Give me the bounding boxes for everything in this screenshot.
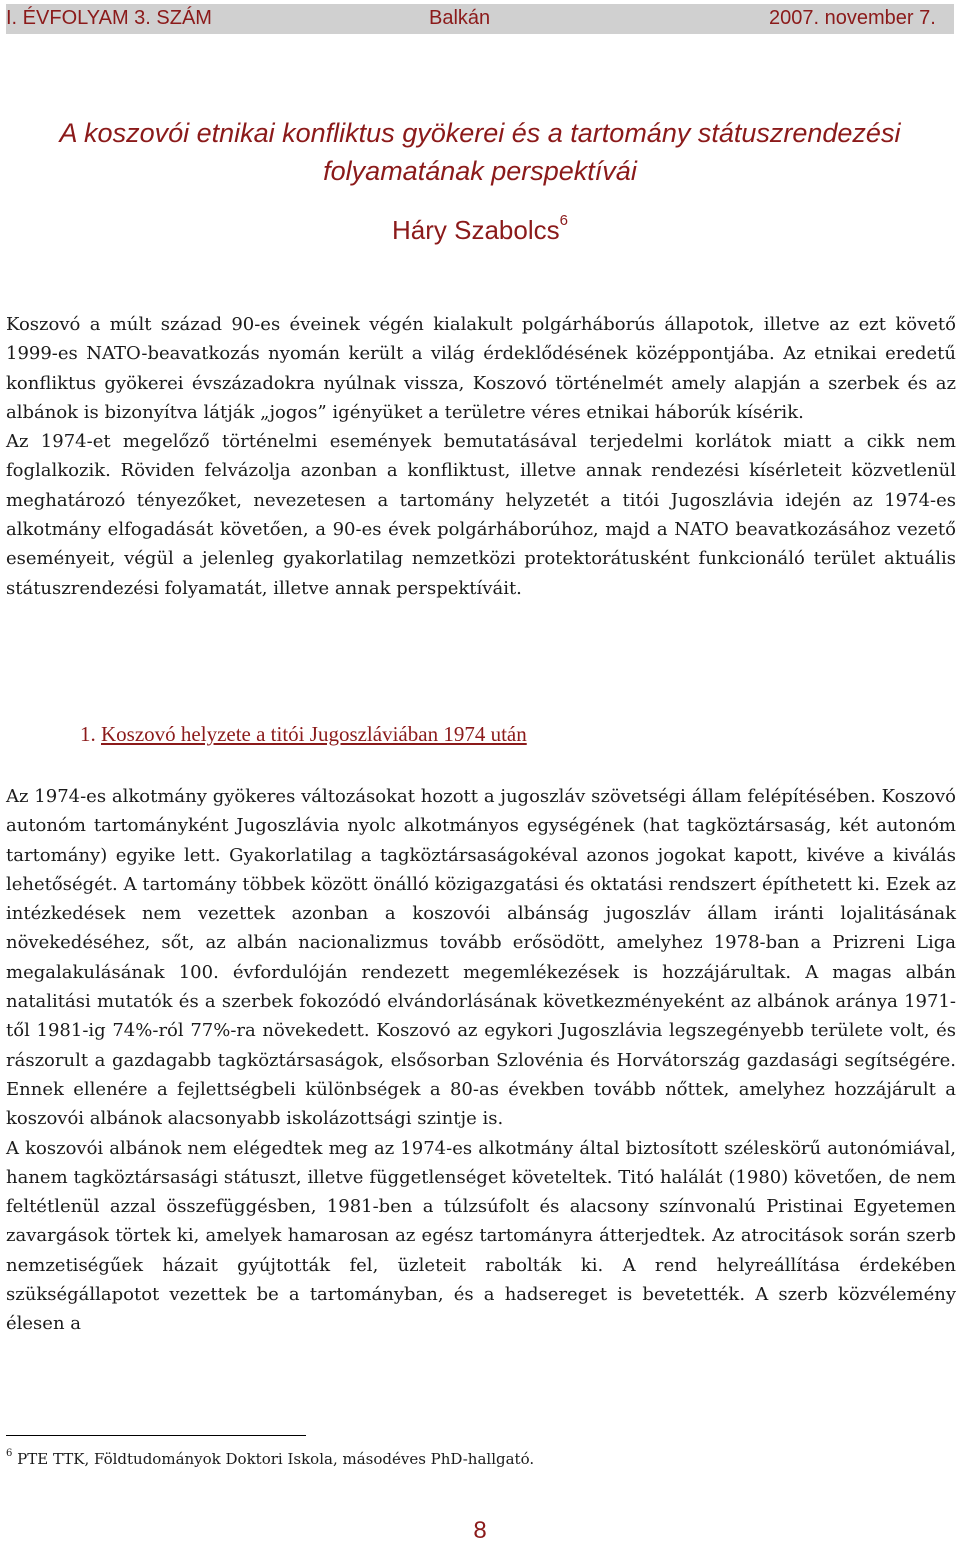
- header-volume: I. ÉVFOLYAM 3. SZÁM: [6, 7, 212, 29]
- author-footnote-ref: 6: [559, 212, 568, 230]
- footnote: [6, 1450, 534, 1468]
- section-body: [6, 782, 956, 1339]
- header-date: 2007. november 7.: [769, 7, 936, 29]
- section-title: Koszovó helyzete a titói Jugoszláviában 1974 után: [101, 722, 527, 746]
- intro-section: [6, 310, 956, 603]
- article-title-line2: folyamatának perspektívái: [323, 156, 637, 186]
- intro-paragraph-1: Koszovó a múlt század 90-es éveinek végén kialakult polgárháborús állapotok, illetve az ezt követő 1999-es NATO-beavatkozás nyomán került a világ érdeklődésének középpontjába. Az etnikai eredetű konfliktus gyökerei évszázadokra nyúlnak vissza, Koszovó történelmét amely alapján a szerbek és az albánok is bizonyítva látják „jogos” igényüket a területre véres etnikai háborúk kísérik.: [6, 314, 956, 423]
- footnote-divider: [6, 1435, 306, 1436]
- section-paragraph-2: A koszovói albánok nem elégedtek meg az 1974-es alkotmány által biztosított széleskörű autonómiával, hanem tagköztársasági státuszt, illetve függetlenséget követeltek. Titó halálát (1980) követően, de nem feltétlenül azzal összefüggésben, 1981-ben a túlzsúfolt és alacsony színvonalú Pristinai Egyetemen zavargások törtek ki, amelyek hamarosan az egész tartományra átterjedtek. Az atrocitások során szerb nemzetiségűek házait gyújtották fel, üzleteit rabolták ki. A rend helyreállítása érdekében szükségállapotot vezettek be a tartományban, és a hadsereget is bevetették. A szerb közvélemény élesen a: [6, 1137, 956, 1335]
- section-heading: [80, 722, 527, 747]
- author-name: Háry Szabolcs: [392, 215, 560, 245]
- intro-paragraph-2: Az 1974-et megelőző történelmi események bemutatásával terjedelmi korlátok miatt a cikk nem foglalkozik. Röviden felvázolja azonban a konfliktust, illetve annak rendezési kísérleteit közvetlenül meghatározó tényezőket, nevezetesen a tartomány helyzetét a titói Jugoszlávia idején az 1974-es alkotmány elfogadását követően, a 90-es évek polgárháborúhoz, majd a NATO beavatkozásához vezető eseményeit, végül a jelenleg gyakorlatilag nemzetközi protektorátusként funkcionáló terület aktuális státuszrendezési folyamatát, illetve annak perspektíváit.: [6, 431, 956, 599]
- footnote-ref: 6: [6, 1448, 13, 1459]
- footnote-text: PTE TTK, Földtudományok Doktori Iskola, másodéves PhD-hallgató.: [17, 1450, 535, 1468]
- page-number: 8: [473, 1517, 487, 1544]
- running-header: [6, 4, 954, 34]
- header-journal: Balkán: [429, 7, 491, 29]
- article-title-line1: A koszovói etnikai konfliktus gyökerei és a tartomány státuszrendezési: [59, 118, 901, 148]
- section-paragraph-1: Az 1974-es alkotmány gyökeres változásokat hozott a jugoszláv szövetségi állam felépítésében. Koszovó autonóm tartományként Jugoszlávia nyolc alkotmányos egységének (hat tagköztársaság, két autonóm tartomány) egyike lett. Gyakorlatilag a tagköztársaságokéval azonos jogokat kapott, kivéve a kiválás lehetőségét. A tartomány többek között önálló közigazgatási és oktatási rendszert építhetett ki. Ezek az intézkedések nem vezettek azonban a koszovói albánság jugoszláv állam iránti lojalitásának növekedéséhez, sőt, az albán nacionalizmus tovább erősödött, amelyhez 1978-ban a Prizreni Liga megalakulásának 100. évfordulóján rendezett megemlékezések is hozzájárultak. A magas albán natalitási mutatók és a szerbek fokozódó elvándorlásának következményeként az albánok aránya 1971-től 1981-ig 74%-ról 77%-ra növekedett. Koszovó az egykori Jugoszlávia legszegényebb területe volt, és rászorult a gazdagabb tagköztársaságok, elsősorban Szlovénia és Horvátország gazdasági segítségére. Ennek ellenére a fejlettségbeli különbségek a 80-as években tovább nőttek, amelyhez hozzájárult a koszovói albánok alacsonyabb iskolázottsági szintje is.: [6, 786, 956, 1130]
- article-author: [0, 212, 960, 246]
- section-number: 1.: [80, 722, 96, 746]
- article-title: [0, 114, 960, 190]
